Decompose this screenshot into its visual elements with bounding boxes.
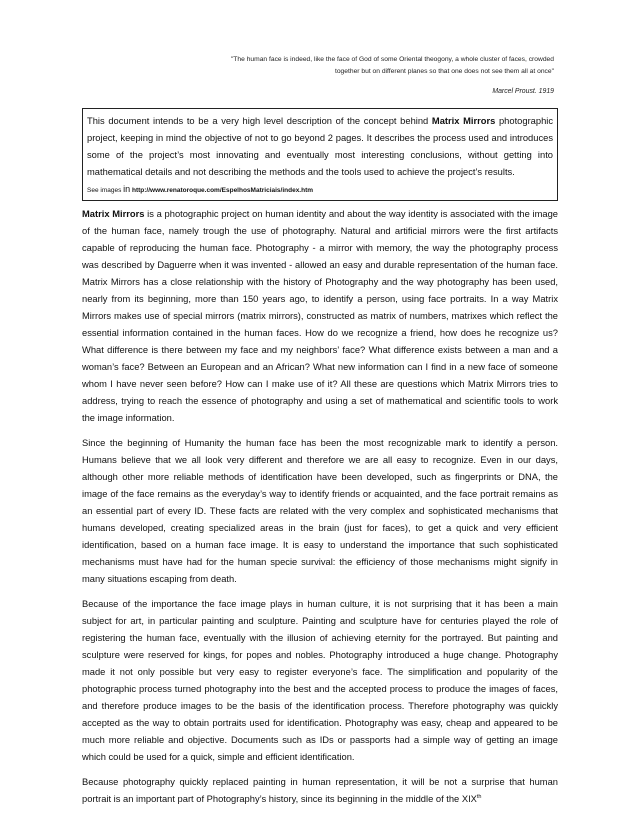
see-images-in: in — [123, 184, 131, 194]
paragraph-4-superscript: th — [476, 793, 482, 800]
paragraph-2: Since the beginning of Humanity the human face has been the most recognizable mark to identify a person. Humans believe that we all look very different and therefore we are all easy to recognize. Even in our days, although other more reliable methods of identification have been developed, such as fingerprints or DNA, the image of the face remains as the everyday’s way to identify friends or acquainted, and the face portrait remains as an essential part of every ID. These facts are related with the very complex and sophisticated mechanisms that humans developed, creating specialized areas in the brain (just for faces), to get a quick and very efficient identification, based on a human face image. It is easy to understand the importance that such sophisticated mechanisms must have had for the human specie survival: the efficiency of those mechanisms might signify in many situations escaping from death. — [82, 438, 558, 584]
paragraph-1-text: is a photographic project on human identity and about the way identity is associated with the image of the human face, namely trough the use of photography. Natural and artificial mirrors were the first artifacts capable of reproducing the human face. Photography - a mirror with memory, the way the photography process was described by Daguerre when it was invented - allowed an easy and durable representation of the human face. Matrix Mirrors has a close relationship with the history of Photography and the way photography has been used, nearly from its beginning, more than 150 years ago, to identify a person, using face portraits. In a way Matrix Mirrors makes use of special mirrors (matrix mirrors), constructed as matrix of numbers, matrixes which reflect the essential information contained in the human faces. How do we recognize a friend, how does he recognize us? What difference is there between my face and my neighbors’ face? What difference exists between a man and a woman’s face? Between an European and an African? What new information can I find in a new face of someone whom I have never seen before? How can I make use of it? All these are questions which Matrix Mirrors tries to address, trying to reach the essence of photography and using a set of mathematical and scientific tools to work the image information. — [82, 209, 558, 423]
see-images-line — [87, 182, 553, 198]
see-images-label: See images — [87, 187, 122, 194]
paragraph-1 — [82, 206, 558, 427]
paragraph-4-text: Because photography quickly replaced painting in human representation, it will be not a surprise that human portrait is an important part of Photography’s history, since its beginning in the middle of the XIX — [82, 777, 558, 804]
see-images-link[interactable]: http://www.renatoroque.com/EspelhosMatriciais/index.htm — [131, 187, 314, 194]
paragraph-3: Because of the importance the face image plays in human culture, it is not surprising that it has been a main subject for art, in particular painting and sculpture. Painting and sculpture have for centuries played the role of registering the human face, eventually with the illusion of achieving eternity for the portrayed. But painting and sculpture were reserved for kings, for popes and nobles. Photography introduced a huge change. Photography made it not only possible but very easy to register everyone’s face. The simplification and popularity of the photographic process turned photography into the best and the accepted process to produce the images of faces, and therefore produce images to be the basis of the identification process. Therefore photography was quickly accepted as the way to obtain portraits used for identification. Photography was easy, cheap and appeared to be much more reliable and objective. Documents such as IDs or passports had a simple way of getting an image which could be used for a quick, simple and efficient identification. — [82, 599, 558, 762]
body-text — [82, 206, 558, 816]
abstract-project-name: Matrix Mirrors — [431, 116, 496, 126]
epigraph-author: Marcel Proust. 1919 — [492, 88, 554, 95]
epigraph-quote: "The human face is indeed, like the face of God of some Oriental theogony, a whole cluster of faces, crowded together but on different planes so that one does not see them all at once" — [230, 56, 554, 75]
abstract-text — [87, 113, 553, 181]
abstract-text-start: This document intends to be a very high level description of the concept behind — [87, 116, 432, 126]
paragraph-1-project-name: Matrix Mirrors — [82, 209, 145, 219]
abstract-box — [82, 108, 558, 201]
abstract-text-end: photographic project, keeping in mind the objective of not to go beyond 2 pages. It describes the process used and introduces some of the project’s most innovating and eventually most interesting conclusions, without getting into mathematical details and not describing the methods and the tools used to achieve the project’s results. — [87, 116, 554, 177]
paragraph-4 — [82, 774, 558, 808]
